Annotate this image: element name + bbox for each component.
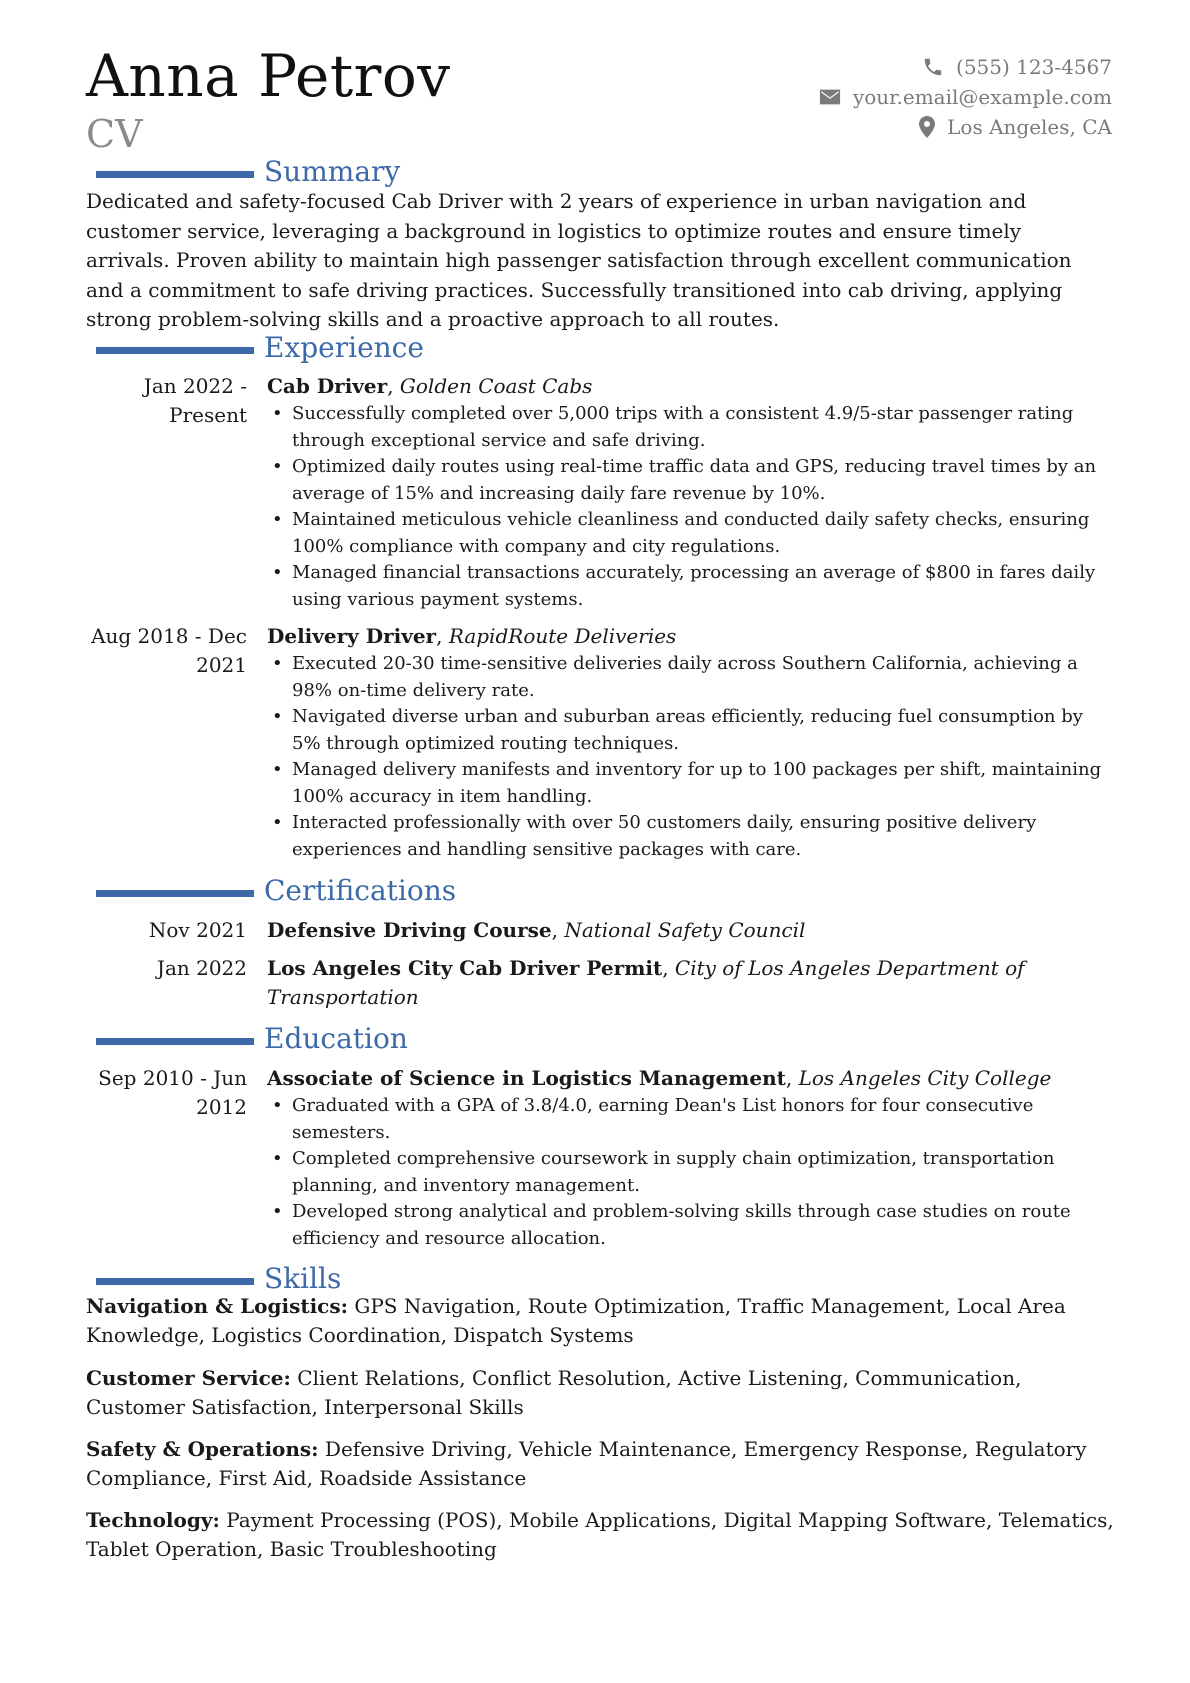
document-subtitle: CV (86, 112, 143, 156)
list-item: • Interacted professionally with over 50 customers daily, ensuring positive delivery experiences and handling sensitive packages with care. (267, 810, 1112, 863)
entry-date: Jan 2022 - Present (143, 374, 247, 427)
skill-group-text: GPS Navigation, Route Optimization, Traffic Management, Local Area Knowledge, Logistics Coordination, Dispatch Systems (86, 1294, 1066, 1347)
skill-group-text: Payment Processing (POS), Mobile Applications, Digital Mapping Software, Telematics, Tablet Operation, Basic Troubleshooting (86, 1508, 1114, 1561)
list-item: • Graduated with a GPA of 3.8/4.0, earning Dean's List honors for four consecutive semesters. (267, 1093, 1112, 1146)
entry-title: Delivery Driver, RapidRoute Deliveries (267, 624, 677, 648)
certification-name: Los Angeles City Cab Driver Permit (267, 956, 663, 980)
entry-body (267, 916, 1112, 945)
entry-body (267, 954, 1112, 1012)
entry-date: Jan 2022 (156, 956, 247, 980)
section-title: Education (264, 1022, 408, 1055)
certification-name: Defensive Driving Course (267, 918, 552, 942)
section-title: Skills (264, 1262, 342, 1295)
email-link[interactable]: your.email@example.com (852, 85, 1112, 109)
list-item: • Managed financial transactions accurately, processing an average of $800 in fares daily using various payment systems. (267, 560, 1112, 613)
skill-group (86, 1435, 1116, 1493)
summary-heading (96, 154, 400, 190)
list-item: • Completed comprehensive coursework in supply chain optimization, transportation planning, and inventory management. (267, 1146, 1112, 1199)
list-item: • Developed strong analytical and problem-solving skills through case studies on route efficiency and resource allocation. (267, 1199, 1112, 1252)
job-organization: RapidRoute Deliveries (448, 624, 677, 648)
experience-heading (96, 330, 424, 366)
skill-group (86, 1292, 1116, 1350)
section-rule (96, 347, 254, 354)
contact-phone (819, 52, 1112, 82)
entry-body (267, 622, 1112, 863)
phone-icon (922, 56, 944, 78)
section-title: Summary (264, 155, 401, 188)
school-name: Los Angeles City College (798, 1066, 1052, 1090)
phone-number: (555) 123-4567 (956, 55, 1112, 79)
list-item: • Maintained meticulous vehicle cleanliness and conducted daily safety checks, ensuring 100% compliance with company and city regulations. (267, 507, 1112, 560)
contact-location (819, 112, 1112, 142)
job-role: Cab Driver (267, 374, 388, 398)
degree-name: Associate of Science in Logistics Management (267, 1066, 786, 1090)
certification-issuer: City of Los Angeles Department of Transportation (267, 956, 1025, 1009)
entry-title: Los Angeles City Cab Driver Permit, City of Los Angeles Department of Transportation (267, 956, 1025, 1009)
map-pin-icon (919, 116, 935, 138)
section-rule (96, 1038, 254, 1045)
list-item: • Managed delivery manifests and inventory for up to 100 packages per shift, maintaining 100% accuracy in item handling. (267, 757, 1112, 810)
location-text: Los Angeles, CA (947, 115, 1112, 139)
section-rule (96, 890, 254, 897)
entry-date: Sep 2010 - Jun 2012 (98, 1066, 247, 1119)
skill-group-text: Client Relations, Conflict Resolution, Active Listening, Communication, Customer Satisfaction, Interpersonal Skills (86, 1366, 1022, 1419)
skill-group-label: Navigation & Logistics: (86, 1294, 349, 1318)
education-heading (96, 1021, 408, 1057)
list-item: • Successfully completed over 5,000 trips with a consistent 4.9/5-star passenger rating through exceptional service and safe driving. (267, 401, 1112, 454)
skill-group-label: Technology: (86, 1508, 220, 1532)
bullet-list (267, 401, 1112, 613)
bullet-list (267, 1093, 1112, 1252)
skill-group (86, 1506, 1116, 1564)
section-rule (96, 1278, 254, 1285)
bullet-list (267, 651, 1112, 863)
envelope-icon (819, 88, 841, 106)
job-organization: Golden Coast Cabs (399, 374, 593, 398)
contact-email (819, 82, 1112, 112)
summary-text: Dedicated and safety-focused Cab Driver with 2 years of experience in urban navigation and customer service, leveraging a background in logistics to optimize routes and ensure timely arrivals. Proven ability to maintain high passenger satisfaction through excellent communication and a commitment to safe driving practices. Successfully transitioned into cab driving, applying strong problem-solving skills and a proactive approach to all routes. (86, 189, 1072, 331)
entry-date: Aug 2018 - Dec 2021 (91, 624, 247, 677)
certifications-heading (96, 873, 456, 909)
entry-body (267, 1064, 1112, 1252)
contact-block (819, 52, 1112, 142)
candidate-name: Anna Petrov (86, 42, 451, 110)
entry-body (267, 372, 1112, 613)
section-title: Experience (264, 331, 424, 364)
entry-date: Nov 2021 (148, 918, 247, 942)
list-item: • Executed 20-30 time-sensitive deliveries daily across Southern California, achieving a 98% on-time delivery rate. (267, 651, 1112, 704)
certification-issuer: National Safety Council (564, 918, 806, 942)
list-item: • Navigated diverse urban and suburban areas efficiently, reducing fuel consumption by 5% through optimized routing techniques. (267, 704, 1112, 757)
entry-title: Cab Driver, Golden Coast Cabs (267, 374, 593, 398)
skill-group (86, 1364, 1116, 1422)
section-rule (96, 171, 254, 178)
section-title: Certifications (264, 874, 457, 907)
skill-group-text: Defensive Driving, Vehicle Maintenance, Emergency Response, Regulatory Compliance, First Aid, Roadside Assistance (86, 1437, 1087, 1490)
list-item: • Optimized daily routes using real-time traffic data and GPS, reducing travel times by an average of 15% and increasing daily fare revenue by 10%. (267, 454, 1112, 507)
job-role: Delivery Driver (267, 624, 437, 648)
entry-title: Defensive Driving Course, National Safety Council (267, 918, 806, 942)
skill-group-label: Customer Service: (86, 1366, 291, 1390)
skill-group-label: Safety & Operations: (86, 1437, 319, 1461)
entry-title: Associate of Science in Logistics Management, Los Angeles City College (267, 1066, 1052, 1090)
